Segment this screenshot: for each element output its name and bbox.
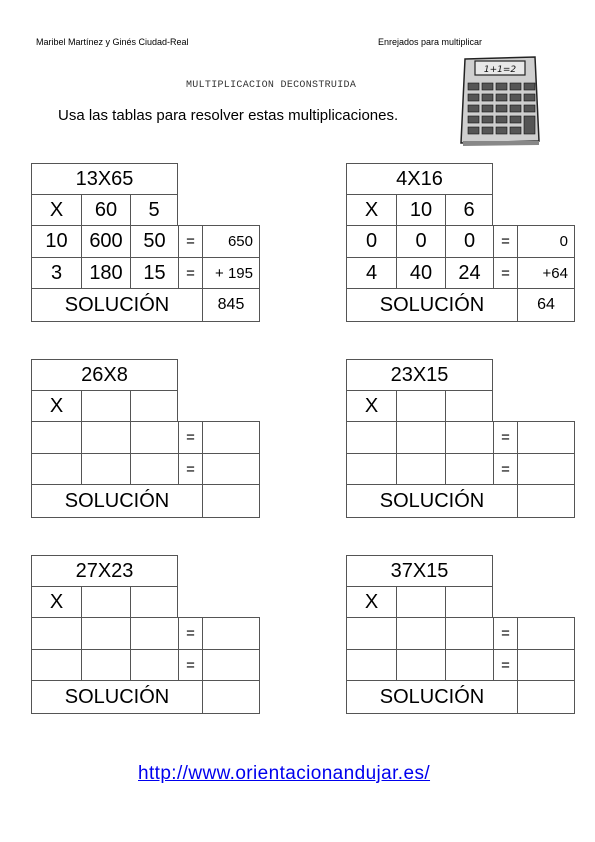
equals-sign: = — [493, 225, 517, 257]
product-cell[interactable]: 50 — [130, 225, 178, 257]
partial-sum-cell[interactable] — [202, 617, 260, 649]
multiply-sign: X — [31, 194, 81, 225]
product-cell[interactable]: 15 — [130, 257, 178, 288]
row-factor[interactable] — [346, 421, 396, 453]
grid-title: 26X8 — [31, 359, 178, 390]
multiply-sign: X — [346, 586, 396, 617]
column-factor[interactable] — [445, 586, 493, 617]
column-factor[interactable]: 5 — [130, 194, 178, 225]
product-cell[interactable] — [81, 421, 130, 453]
product-cell[interactable] — [396, 649, 445, 680]
column-factor[interactable] — [130, 586, 178, 617]
equals-sign: = — [178, 257, 202, 288]
grid-title: 37X15 — [346, 555, 493, 586]
equals-sign: = — [493, 421, 517, 453]
grid-title: 4X16 — [346, 163, 493, 194]
partial-sum-cell[interactable]: 650 — [202, 225, 260, 257]
solution-label: SOLUCIÓN — [31, 288, 202, 322]
calculator-icon — [459, 55, 541, 147]
header-author: Maribel Martínez y Ginés Ciudad-Real — [36, 37, 189, 47]
product-cell[interactable] — [445, 421, 493, 453]
multiplication-grid — [346, 163, 575, 322]
partial-sum-cell[interactable] — [517, 421, 575, 453]
product-cell[interactable] — [81, 453, 130, 484]
grid-title: 13X65 — [31, 163, 178, 194]
equals-sign: = — [493, 257, 517, 288]
product-cell[interactable] — [81, 649, 130, 680]
grid-title: 27X23 — [31, 555, 178, 586]
solution-label: SOLUCIÓN — [31, 680, 202, 714]
product-cell[interactable]: 0 — [445, 225, 493, 257]
solution-label: SOLUCIÓN — [346, 680, 517, 714]
solution-result[interactable] — [517, 484, 575, 518]
product-cell[interactable]: 40 — [396, 257, 445, 288]
row-factor[interactable] — [31, 617, 81, 649]
partial-sum-cell[interactable] — [202, 649, 260, 680]
equals-sign: = — [178, 649, 202, 680]
row-factor[interactable]: 0 — [346, 225, 396, 257]
product-cell[interactable] — [130, 617, 178, 649]
multiply-sign: X — [346, 194, 396, 225]
solution-label: SOLUCIÓN — [31, 484, 202, 518]
column-factor[interactable]: 6 — [445, 194, 493, 225]
partial-sum-cell[interactable] — [517, 649, 575, 680]
partial-sum-cell[interactable]: +64 — [517, 257, 575, 288]
partial-sum-cell[interactable] — [202, 453, 260, 484]
solution-label: SOLUCIÓN — [346, 484, 517, 518]
column-factor[interactable]: 60 — [81, 194, 130, 225]
column-factor[interactable] — [81, 390, 130, 421]
solution-label: SOLUCIÓN — [346, 288, 517, 322]
row-factor[interactable] — [31, 453, 81, 484]
multiply-sign: X — [346, 390, 396, 421]
product-cell[interactable] — [130, 649, 178, 680]
multiplication-grid — [346, 555, 575, 714]
row-factor[interactable]: 10 — [31, 225, 81, 257]
partial-sum-cell[interactable] — [517, 617, 575, 649]
solution-result[interactable] — [202, 680, 260, 714]
row-factor[interactable] — [31, 421, 81, 453]
multiply-sign: X — [31, 390, 81, 421]
product-cell[interactable] — [81, 617, 130, 649]
product-cell[interactable]: 0 — [396, 225, 445, 257]
column-factor[interactable] — [445, 390, 493, 421]
partial-sum-cell[interactable]: 0 — [517, 225, 575, 257]
partial-sum-cell[interactable] — [202, 421, 260, 453]
row-factor[interactable] — [346, 649, 396, 680]
equals-sign: = — [493, 617, 517, 649]
column-factor[interactable] — [396, 390, 445, 421]
solution-result[interactable]: 64 — [517, 288, 575, 322]
product-cell[interactable]: 24 — [445, 257, 493, 288]
product-cell[interactable] — [130, 421, 178, 453]
partial-sum-cell[interactable] — [517, 453, 575, 484]
product-cell[interactable] — [396, 421, 445, 453]
column-factor[interactable] — [130, 390, 178, 421]
row-factor[interactable]: 3 — [31, 257, 81, 288]
product-cell[interactable]: 600 — [81, 225, 130, 257]
multiply-sign: X — [31, 586, 81, 617]
row-factor[interactable] — [346, 453, 396, 484]
row-factor[interactable] — [346, 617, 396, 649]
product-cell[interactable] — [445, 453, 493, 484]
solution-result[interactable]: 845 — [202, 288, 260, 322]
multiplication-grid — [31, 359, 260, 518]
column-factor[interactable] — [81, 586, 130, 617]
multiplication-grid — [346, 359, 575, 518]
equals-sign: = — [493, 453, 517, 484]
solution-result[interactable] — [202, 484, 260, 518]
grid-title: 23X15 — [346, 359, 493, 390]
product-cell[interactable] — [445, 617, 493, 649]
equals-sign: = — [178, 453, 202, 484]
product-cell[interactable] — [396, 617, 445, 649]
multiplication-grid — [31, 555, 260, 714]
instruction-text: Usa las tablas para resolver estas multiplicaciones. — [58, 107, 399, 124]
product-cell[interactable]: 180 — [81, 257, 130, 288]
equals-sign: = — [178, 617, 202, 649]
product-cell[interactable] — [130, 453, 178, 484]
equals-sign: = — [178, 225, 202, 257]
column-factor[interactable] — [396, 586, 445, 617]
solution-result[interactable] — [517, 680, 575, 714]
equals-sign: = — [178, 421, 202, 453]
row-factor[interactable]: 4 — [346, 257, 396, 288]
website-link[interactable]: http://www.orientacionandujar.es/ — [138, 763, 431, 784]
column-factor[interactable]: 10 — [396, 194, 445, 225]
row-factor[interactable] — [31, 649, 81, 680]
product-cell[interactable] — [396, 453, 445, 484]
header-topic: Enrejados para multiplicar — [378, 37, 483, 47]
equals-sign: = — [493, 649, 517, 680]
product-cell[interactable] — [445, 649, 493, 680]
multiplication-grid — [31, 163, 260, 322]
worksheet-subtitle: MULTIPLICACION DECONSTRUIDA — [186, 80, 357, 91]
calculator-display: 1+1=2 — [483, 65, 517, 75]
partial-sum-cell[interactable]: + 195 — [202, 257, 260, 288]
